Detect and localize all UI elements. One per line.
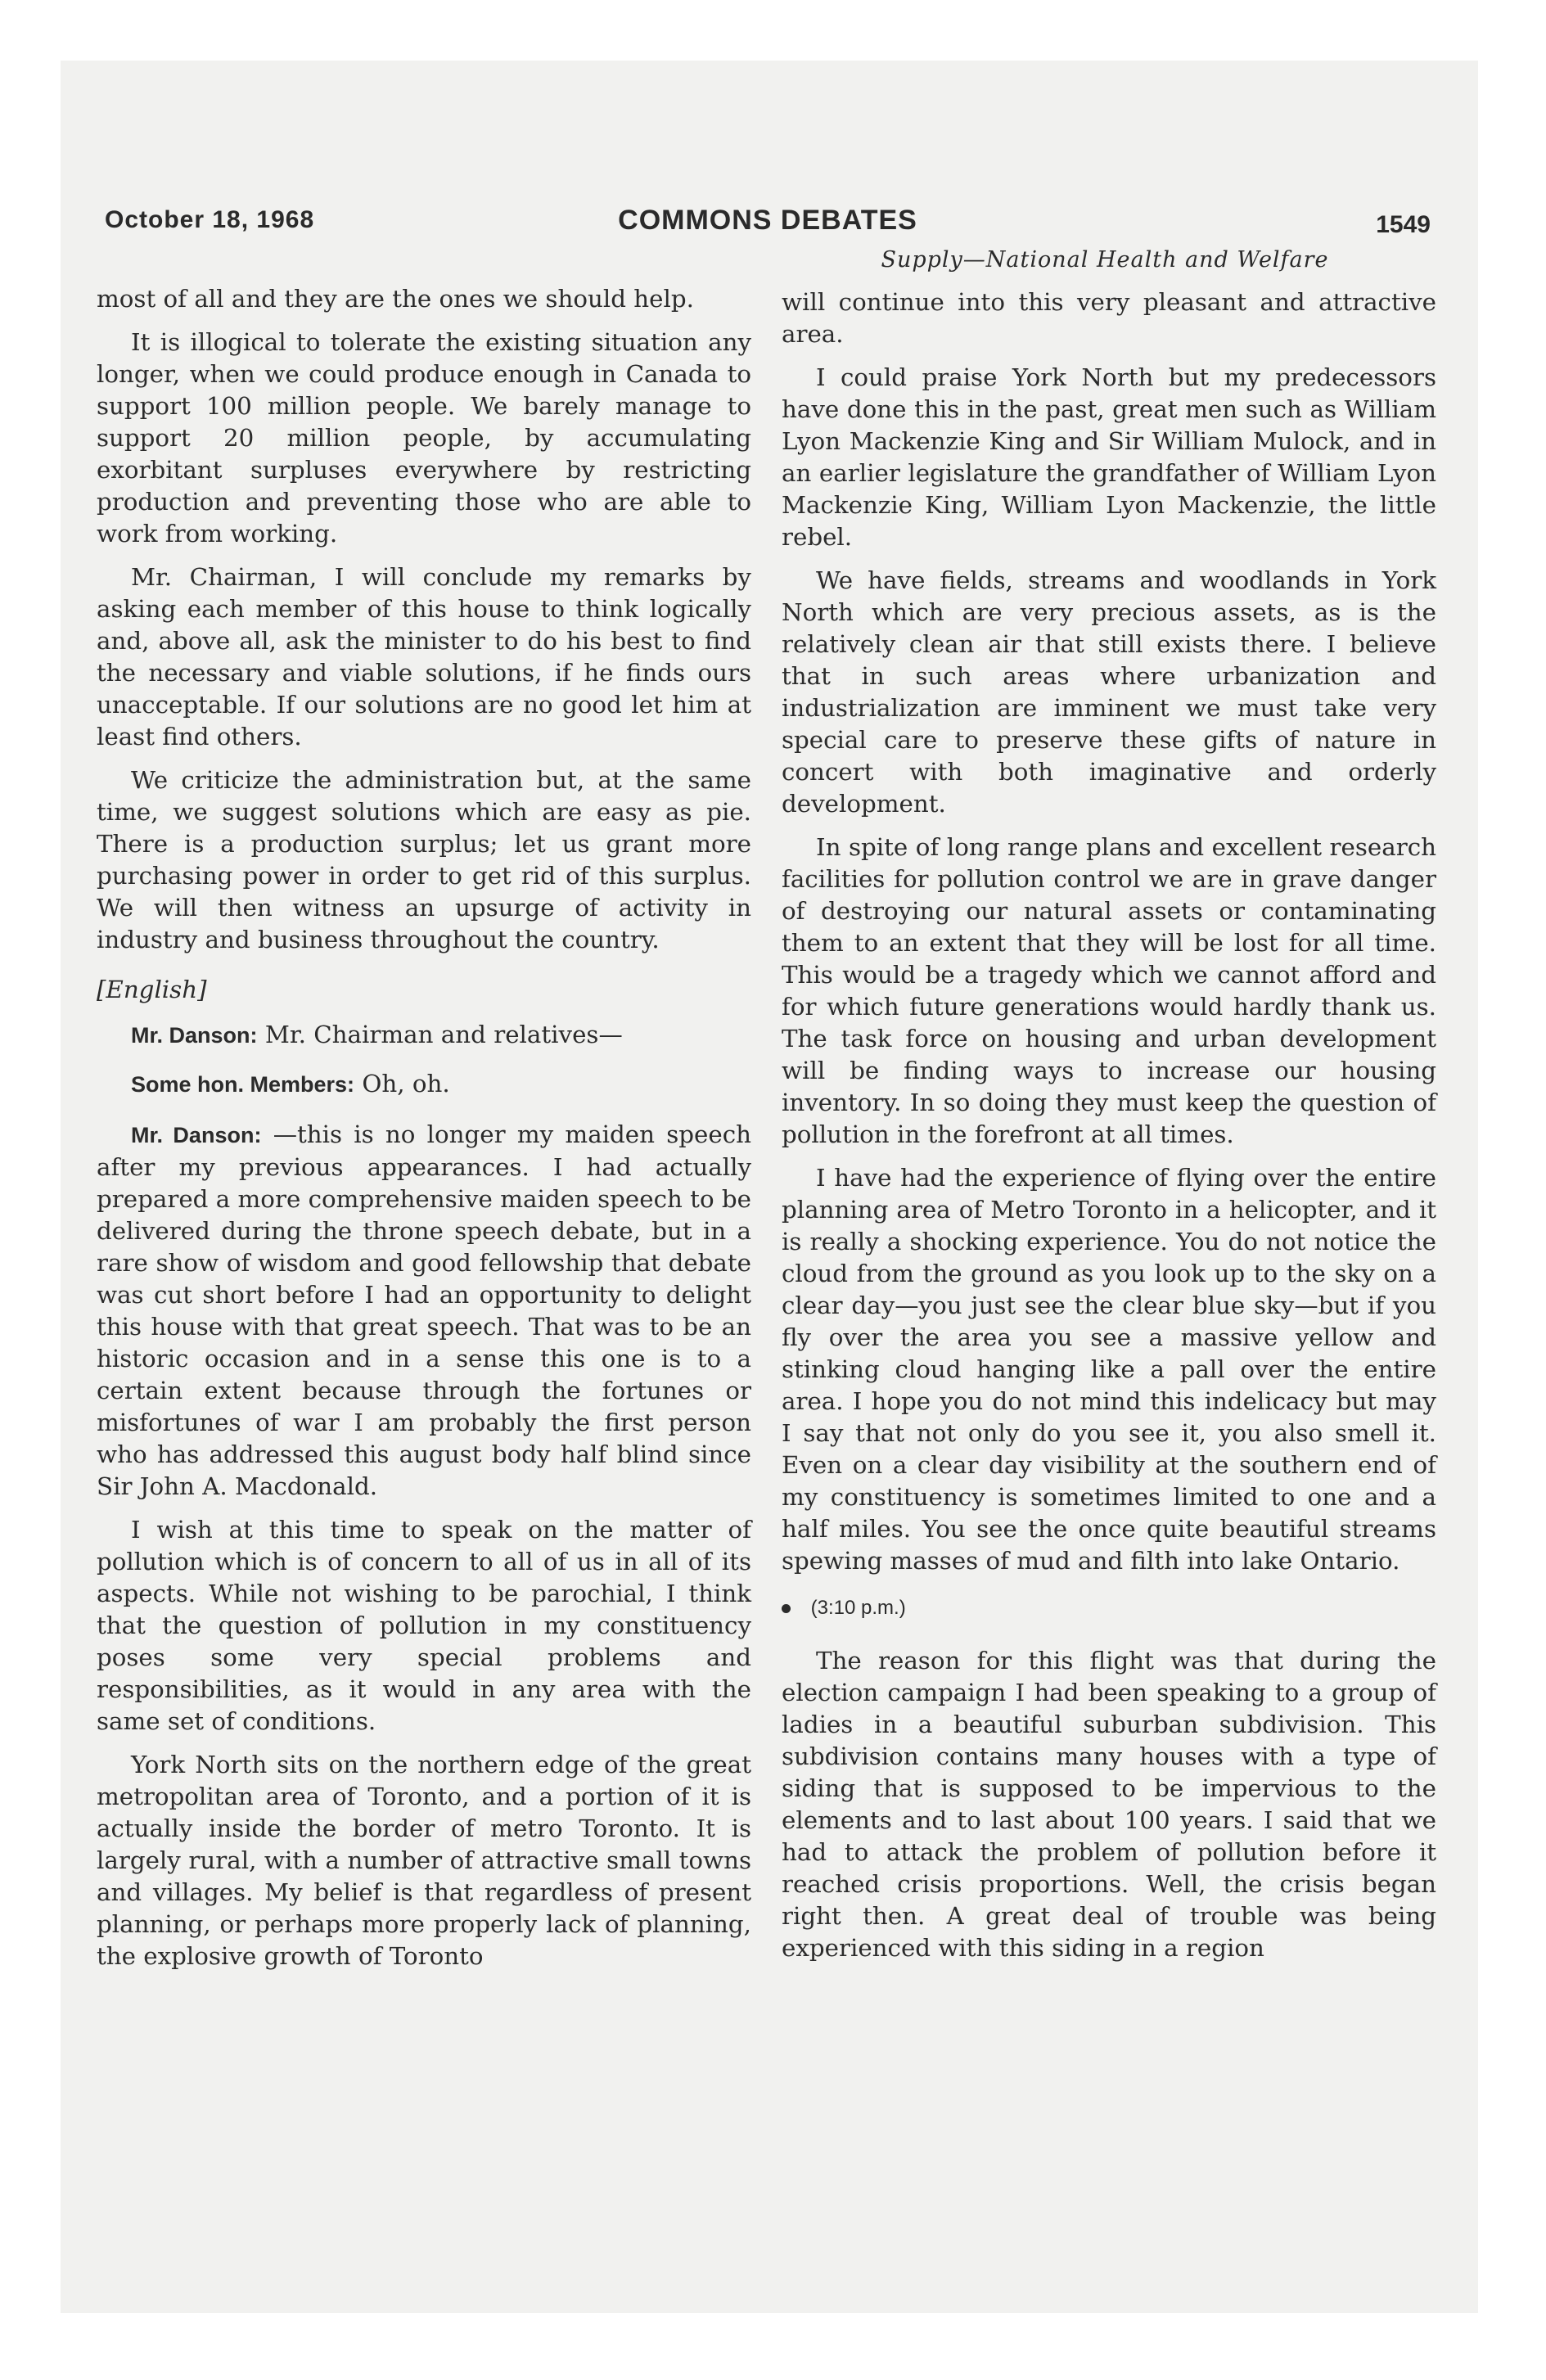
paragraph: I have had the experience of flying over the entire planning area of Metro Toronto in a helicopter, and it is really a shocking experience. You do not notice the cloud from the ground as you look up to the sky on a clear day—you just see the clear blue sky—but if you fly over the area you see a massive yellow and stinking cloud hanging like a pall over the entire area. I hope you do not mind this indelicacy but may I say that not only do you see it, you also smell it. Even on a clear day visibility at the southern end of my constituency is sometimes limited to one and a half miles. You see the once quite beautiful streams spewing masses of mud and filth into lake Ontario. [782, 1164, 1436, 1575]
timestamp [782, 1592, 1436, 1624]
paragraph: We have fields, streams and woodlands in York North which are very precious assets, as is the relatively clean air that still exists there. I believe that in such areas where urbanization and industrialization are imminent we must take very special care to preserve these gifts of nature in concert with both imaginative and orderly development. [782, 566, 1436, 818]
speech-entry [97, 1068, 751, 1101]
speech-text: —this is no longer my maiden speech after my previous appearances. I had actually prepared a more comprehensive maiden speech to be delivered during the throne speech debate, but in a rare show of wisdom and good fellowship that debate was cut short before I had an opportunity to delight this house with that great speech. That was to be an historic occasion and in a sense this one is to a certain extent because through the fortunes or misfortunes of war I am probably the first person who has addressed this august body half blind since Sir John A. Macdonald. [97, 1120, 751, 1500]
page-number: 1549 [1376, 211, 1431, 238]
paragraph: We criticize the administration but, at the same time, we suggest solutions which are easy as pie. There is a production surplus; let us grant more purchasing power in order to get rid of this surplus. We will then witness an upsurge of activity in industry and business throughout the country. [97, 766, 751, 953]
section-subheading: Supply—National Health and Welfare [881, 247, 1329, 273]
header-title: COMMONS DEBATES [618, 205, 917, 236]
left-column [97, 283, 751, 1984]
paragraph: It is illogical to tolerate the existing situation any longer, when we could produce enough in Canada to support 100 million people. We barely manage to support 20 million people, by accumulating exorbitant surpluses everywhere by restricting production and preventing those who are able to work from working. [97, 328, 751, 548]
paragraph: will continue into this very pleasant and attractive area. [782, 288, 1436, 348]
paragraph: In spite of long range plans and excellent research facilities for pollution control we are in grave danger of destroying our natural assets or contaminating them to an extent that they will be lost for all time. This would be a tragedy which we cannot afford and for which future generations would hardly thank us. The task force on housing and urban development will be finding ways to increase our housing inventory. In so doing they must keep the question of pollution in the forefront at all times. [782, 833, 1436, 1148]
paragraph: The reason for this flight was that during the election campaign I had been speaking to a group of ladies in a beautiful suburban subdivision. This subdivision contains many houses with a type of siding that is supposed to be impervious to the elements and to last about 100 years. I said that we had to attack the problem of pollution before it reached crisis proportions. Well, the crisis began right then. A great deal of trouble was being experienced with this siding in a region [782, 1647, 1436, 1962]
bullet-icon [782, 1604, 791, 1613]
right-column [782, 286, 1436, 1976]
speech-text: Oh, oh. [362, 1070, 450, 1098]
speech-entry [97, 1119, 751, 1503]
speaker-name: Mr. Danson: [131, 1123, 262, 1147]
header-date: October 18, 1968 [105, 206, 315, 233]
speaker-name: Mr. Danson: [131, 1023, 258, 1048]
timestamp-text: (3:10 p.m.) [810, 1597, 906, 1619]
paragraph: I could praise York North but my predecessors have done this in the past, great men such as William Lyon Mackenzie King and Sir William Mulock, and in an earlier legislature the grandfather of William Lyon Mackenzie King, William Lyon Mackenzie, the little rebel. [782, 363, 1436, 551]
paragraph: York North sits on the northern edge of the great metropolitan area of Toronto, and a portion of it is actually inside the border of metro Toronto. It is largely rural, with a number of attractive small towns and villages. My belief is that regardless of present planning, or perhaps more properly lack of planning, the explosive growth of Toronto [97, 1751, 751, 1970]
paragraph: Mr. Chairman, I will conclude my remarks by asking each member of this house to think logically and, above all, ask the minister to do his best to find the necessary and viable solutions, if he finds ours unacceptable. If our solutions are no good let him at least find others. [97, 563, 751, 751]
paragraph: I wish at this time to speak on the matter of pollution which is of concern to all of us in all of its aspects. While not wishing to be parochial, I think that the question of pollution in my constituency poses some very special problems and responsibilities, as it would in any area with the same set of conditions. [97, 1516, 751, 1735]
speech-text: Mr. Chairman and relatives— [264, 1021, 623, 1048]
paragraph: most of all and they are the ones we should help. [97, 285, 694, 313]
page-header [105, 203, 1431, 252]
speaker-name: Some hon. Members: [131, 1072, 355, 1097]
language-marker: [English] [97, 976, 207, 1003]
speech-entry [97, 1019, 751, 1052]
